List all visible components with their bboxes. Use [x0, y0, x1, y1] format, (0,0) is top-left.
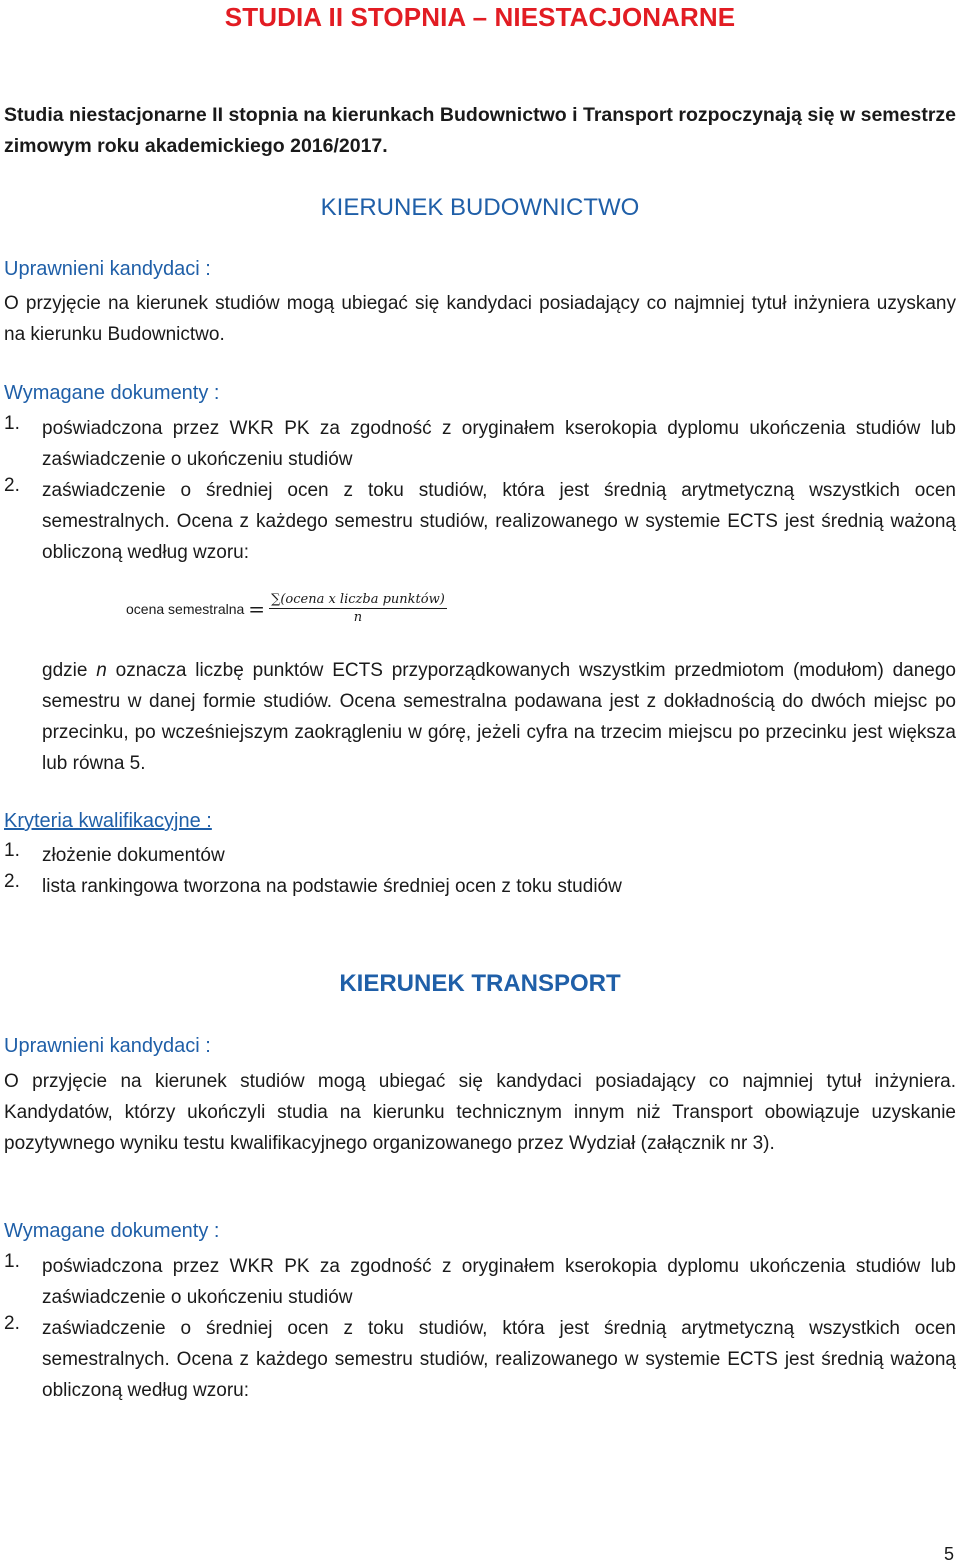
page-number: 5 [943, 1544, 954, 1564]
section-title-transport: KIERUNEK TRANSPORT [339, 970, 621, 997]
list-item-kryterium-2: lista rankingowa tworzona na podstawie średniej ocen z toku studiów [42, 876, 622, 897]
gdzie-post: oznacza liczbę punktów ECTS przyporządkowanych wszystkim przedmiotom (modułom) danego semestru w danej formie studiów. Ocena semestralna podawana jest z dokładnością do dwóch miejsc po przecinku, po wcześniejszym zaokrągleniu w górę, jeżeli cyfra na trzecim miejscu po przecinku jest większa lub równa 5. [42, 660, 956, 774]
formula-lhs: ocena semestralna [126, 600, 245, 617]
uprawnieni-text-budownictwo: O przyjęcie na kierunek studiów mogą ubiegać się kandydaci posiadający co najmniej tytuł inżyniera uzyskany na kierunku Budownictwo. [4, 293, 956, 345]
list-number: 1. [4, 413, 20, 434]
list-number: 1. [4, 840, 20, 861]
formula-denominator: n [353, 610, 363, 625]
formula-numerator: ∑(ocena x liczba punktów) [271, 592, 445, 607]
heading-kryteria-budownictwo: Kryteria kwalifikacyjne : [4, 810, 212, 832]
gdzie-variable: n [96, 660, 107, 681]
list-number: 2. [4, 475, 20, 496]
formula-fraction [269, 592, 447, 625]
list-number: 2. [4, 1313, 20, 1334]
uprawnieni-text-transport: O przyjęcie na kierunek studiów mogą ubiegać się kandydaci posiadający co najmniej tytuł inżyniera. Kandydatów, którzy ukończyli studia na kierunku technicznym innym niż Transport obowiązuje uzyskanie pozytywnego wyniku testu kwalifikacyjnego organizowanego przez Wydział (załącznik nr 3). [4, 1071, 956, 1154]
heading-dokumenty-transport: Wymagane dokumenty : [4, 1220, 220, 1242]
list-number: 2. [4, 871, 20, 892]
list-item-kryterium-1: złożenie dokumentów [42, 845, 225, 866]
section-title-budownictwo: KIERUNEK BUDOWNICTWO [320, 194, 640, 221]
gdzie-pre: gdzie [42, 660, 97, 681]
heading-uprawnieni-budownictwo: Uprawnieni kandydaci : [4, 258, 211, 280]
heading-dokumenty-budownictwo: Wymagane dokumenty : [4, 382, 220, 404]
formula-equals: = [248, 596, 266, 621]
formula-ocena-semestralna [126, 592, 447, 625]
list-item-dokument-2-transport: zaświadczenie o średniej ocen z toku studiów, która jest średnią arytmetyczną wszystkich ocen semestralnych. Ocena z każdego semestru studiów, realizowanego w systemie ECTS jest średnią ważoną obliczoną według wzoru: [42, 1318, 956, 1401]
page-title: STUDIA II STOPNIA – NIESTACJONARNE [224, 2, 736, 32]
intro-paragraph: Studia niestacjonarne II stopnia na kierunkach Budownictwo i Transport rozpoczynają się w semestrze zimowym roku akademickiego 2016/2017. [4, 104, 956, 157]
list-item-dokument-1: poświadczona przez WKR PK za zgodność z oryginałem kserokopia dyplomu ukończenia studiów lub zaświadczenie o ukończeniu studiów [42, 418, 956, 470]
heading-uprawnieni-transport: Uprawnieni kandydaci : [4, 1035, 211, 1057]
gdzie-paragraph [42, 655, 956, 779]
list-number: 1. [4, 1251, 20, 1272]
list-item-dokument-1-transport: poświadczona przez WKR PK za zgodność z oryginałem kserokopia dyplomu ukończenia studiów lub zaświadczenie o ukończeniu studiów [42, 1256, 956, 1308]
list-item-dokument-2: zaświadczenie o średniej ocen z toku studiów, która jest średnią arytmetyczną wszystkich ocen semestralnych. Ocena z każdego semestru studiów, realizowanego w systemie ECTS jest średnią ważoną obliczoną według wzoru: [42, 480, 956, 563]
